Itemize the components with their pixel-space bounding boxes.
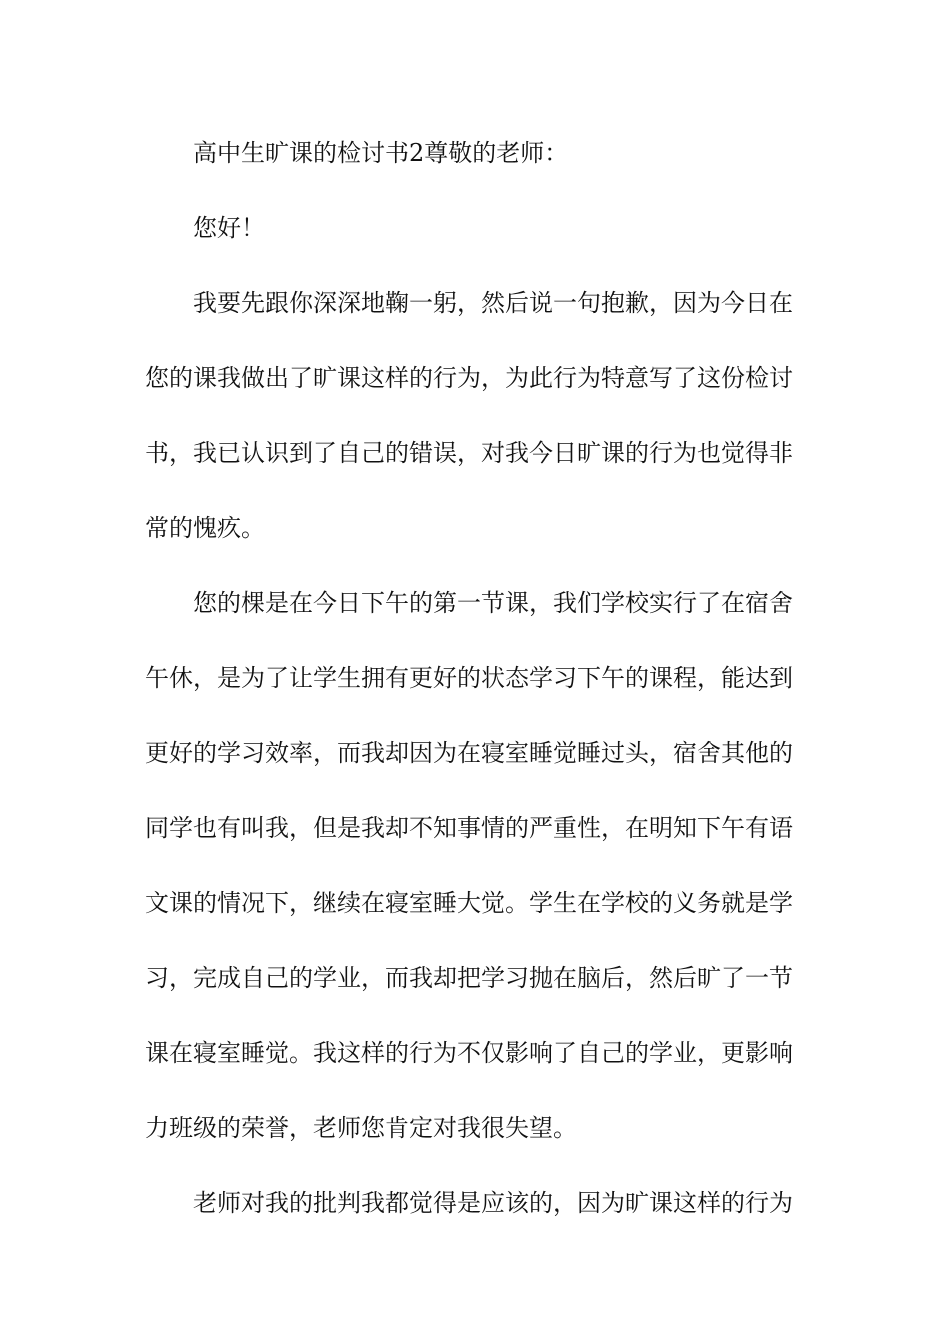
paragraph-2-line-7: 课在寝室睡觉。我这样的行为不仅影响了自己的学业，更影响	[145, 1039, 793, 1067]
paragraph-2-line-5: 文课的情况下，继续在寝室睡大觉。学生在学校的义务就是学	[145, 889, 793, 917]
paragraph-2-line-2: 午休，是为了让学生拥有更好的状态学习下午的课程，能达到	[145, 664, 793, 692]
paragraph-2-line-6: 习，完成自己的学业，而我却把学习抛在脑后，然后旷了一节	[145, 964, 793, 992]
paragraph-1-line-1: 我要先跟你深深地鞠一躬，然后说一句抱歉，因为今日在	[193, 289, 793, 317]
paragraph-1-line-2: 您的课我做出了旷课这样的行为，为此行为特意写了这份检讨	[145, 364, 793, 392]
greeting-line: 您好！	[193, 214, 265, 242]
paragraph-2-line-1: 您的棵是在今日下午的第一节课，我们学校实行了在宿舍	[193, 589, 793, 617]
paragraph-2-line-8: 力班级的荣誉，老师您肯定对我很失望。	[145, 1114, 577, 1142]
paragraph-1-line-4: 常的愧疚。	[145, 514, 265, 542]
paragraph-1-line-3: 书，我已认识到了自己的错误，对我今日旷课的行为也觉得非	[145, 439, 793, 467]
paragraph-2-line-3: 更好的学习效率，而我却因为在寝室睡觉睡过头，宿舍其他的	[145, 739, 793, 767]
paragraph-3-line-1: 老师对我的批判我都觉得是应该的，因为旷课这样的行为	[193, 1189, 793, 1217]
paragraph-heading-line: 高中生旷课的检讨书2尊敬的老师：	[193, 139, 569, 167]
paragraph-2-line-4: 同学也有叫我，但是我却不知事情的严重性，在明知下午有语	[145, 814, 793, 842]
